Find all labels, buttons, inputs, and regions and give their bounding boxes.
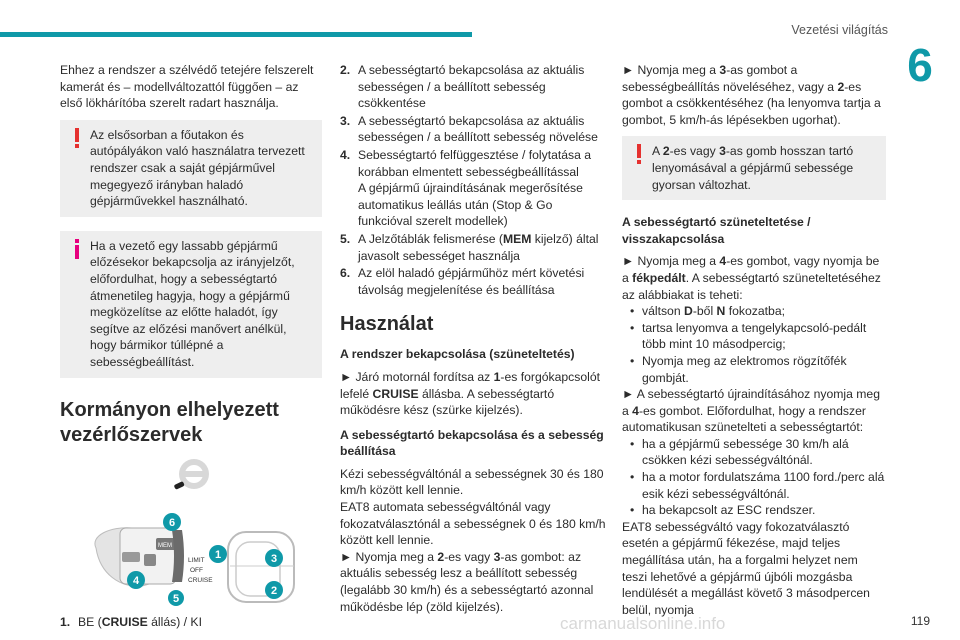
info-icon (70, 238, 84, 260)
section-title: Vezetési világítás (791, 23, 888, 37)
heading-steering-controls: Kormányon elhelyezett vezérlőszervek (60, 398, 279, 446)
press-button-paragraph: ► Nyomja meg a 2-es vagy 3-as gombot: az aktuális sebesség lesz a beállított sebesség (legalább 30 km/h) és a sebességtartó azonnal működésbe lép (zöld kijelzés). (340, 549, 594, 614)
steering-controls-illustration (60, 456, 322, 606)
list-item: 2. A sebességtartó bekapcsolása az aktuális sebességen / a beállított sebesség csökkentése (340, 63, 585, 111)
header-accent-bar (0, 32, 472, 37)
callout-4 (127, 571, 145, 589)
list-item: 5. A Jelzőtáblák felismerése (MEM kijelző) által javasolt sebességet használja (340, 231, 599, 263)
svg-text:3: 3 (270, 552, 278, 565)
list-item: 3. A sebességtartó bekapcsolása az aktuális sebességen / a beállított sebesség növelése (340, 113, 598, 145)
system-on-paragraph: ► Járó motornál fordítsa az 1-es forgókapcsolót lefelé CRUISE állásba. A sebességtartó működésre kész (szürke kijelzés). (340, 369, 601, 418)
list-item: • váltson D-ből N fokozatba; (630, 303, 886, 320)
list-item: 6. Az elöl haladó gépjárműhöz mért követési távolság megjelenítése és beállítása (340, 266, 585, 297)
callout-2 (265, 581, 283, 599)
warning-exclamation-icon (70, 127, 84, 149)
list-item: • ha a motor fordulatszáma 1100 ford./perc alá esik kézi sebességváltónál. (630, 469, 886, 502)
subheading-pause-resume: A sebességtartó szüneteltetése / visszakapcsolása (622, 215, 811, 246)
svg-text:4: 4 (132, 574, 140, 587)
svg-text:OFF: OFF (190, 566, 203, 574)
warning-note-2 (622, 136, 886, 200)
list-item: • tartsa lenyomva a tengelykapcsoló-pedált több mint 10 másodpercig; (630, 320, 886, 353)
warning-note (60, 120, 322, 217)
eat8-paragraph: EAT8 sebességváltó vagy fokozatválasztó esetén a gépjármű fékezése, majd teljes megállítása után, ha a forgalmi helyzet nem teszi lehetővé a gépjármű újbóli mozgásba lendülését a megállást követő 3 másodpercen belül, nyomja (622, 519, 870, 617)
subheading-system-on: A rendszer bekapcsolása (szüneteltetés) (340, 347, 575, 362)
controls-list-start (60, 614, 322, 631)
manual-gearbox-paragraph: Kézi sebességváltónál a sebességnek 30 és 180 km/h között kell lennie. (340, 466, 604, 498)
steering-controls-figure (60, 456, 322, 606)
svg-text:6: 6 (168, 516, 176, 529)
svg-text:LIMIT: LIMIT (188, 556, 205, 564)
list-item: • ha bekapcsolt az ESC rendszer. (630, 502, 886, 519)
info-note-text: Ha a vezető egy lassabb gépjármű előzésekor bekapcsolja az irányjelzőt, előfordulhat, hogy a sebességtartó átmenetileg hagyja, hogy a gépjármű megközelítse az előtte haladót, így segítve az előzési manővert anélkül, hogy bármikor túllépné a sebességbeállítást. (90, 238, 295, 369)
list-item: • ha a gépjármű sebessége 30 km/h alá csökken kézi sebességváltónál. (630, 436, 886, 469)
controls-list-continued (340, 62, 606, 298)
heading-usage: Használat (340, 313, 434, 336)
warning-exclamation-icon (632, 143, 646, 165)
automatic-gearbox-paragraph: EAT8 automata sebességváltónál vagy fokozatválasztónál a sebességnek 0 és 180 km/h között kell lennie. (340, 500, 606, 548)
adjust-speed-paragraph: ► Nyomja meg a 3-as gombot a sebességbeállítás növeléséhez, vagy a 2-es gombot a csökkentéséhez (ha lenyomva tartja a gombot, 5 km/h-ás lépésekben ugorhat). (622, 63, 881, 127)
info-note (60, 231, 322, 378)
auto-pause-bullets (622, 436, 886, 519)
callout-6 (163, 513, 181, 531)
svg-text:MEM: MEM (158, 542, 172, 549)
pause-paragraph: ► Nyomja meg a 4-es gombot, vagy nyomja be a fékpedált. A sebességtartó szüneteltetéséhez az alábbiakat is teheti: (622, 254, 881, 302)
list-item: 4. Sebességtartó felfüggesztése / folytatása a korábban elmentett sebességbeállítással A gépjármű újraindításának megerősítése automatikus leállás után (Stop & Go funkcióval szerelt modellek) (340, 147, 592, 229)
list-item: 1. BE (CRUISE állás) / KI (60, 614, 202, 629)
svg-text:5: 5 (172, 592, 180, 605)
callout-3 (265, 549, 283, 567)
resume-paragraph: ► A sebességtartó újraindításához nyomja meg a 4-es gombot. Előfordulhat, hogy a rendszer automatikusan szünetelteti a sebességtartót: (622, 387, 880, 435)
column-1 (60, 62, 322, 636)
warning-note-text: A 2-es vagy 3-as gomb hosszan tartó lenyomásával a gépjármű sebessége gyorsan változhat. (652, 144, 854, 192)
warning-note-text: Az elsősorban a főutakon és autópályákon való használatra tervezett rendszer csak a saját gépjárművel megegyező irányban haladó gépjárművekkel használható. (90, 127, 305, 209)
intro-paragraph: Ehhez a rendszer a szélvédő tetejére felszerelt kamerát és – modellváltozattól függően – az első lökhárítóba szerelt radart használja. (60, 63, 314, 111)
chapter-number: 6 (907, 39, 933, 91)
column-3 (622, 62, 886, 626)
steering-wheel-icon (174, 459, 209, 490)
svg-text:1: 1 (214, 548, 222, 561)
watermark: carmanualsonline.info (560, 614, 726, 633)
column-2 (340, 62, 606, 623)
list-item: • Nyomja meg az elektromos rögzítőfék gombját. (630, 353, 886, 386)
svg-text:2: 2 (270, 584, 278, 597)
pause-bullets (622, 303, 886, 386)
callout-5 (168, 590, 184, 606)
page-number: 119 (910, 614, 930, 628)
svg-text:CRUISE: CRUISE (188, 576, 213, 584)
subheading-activate-set-speed: A sebességtartó bekapcsolása és a sebesség beállítása (340, 427, 604, 459)
callout-1 (209, 545, 227, 563)
